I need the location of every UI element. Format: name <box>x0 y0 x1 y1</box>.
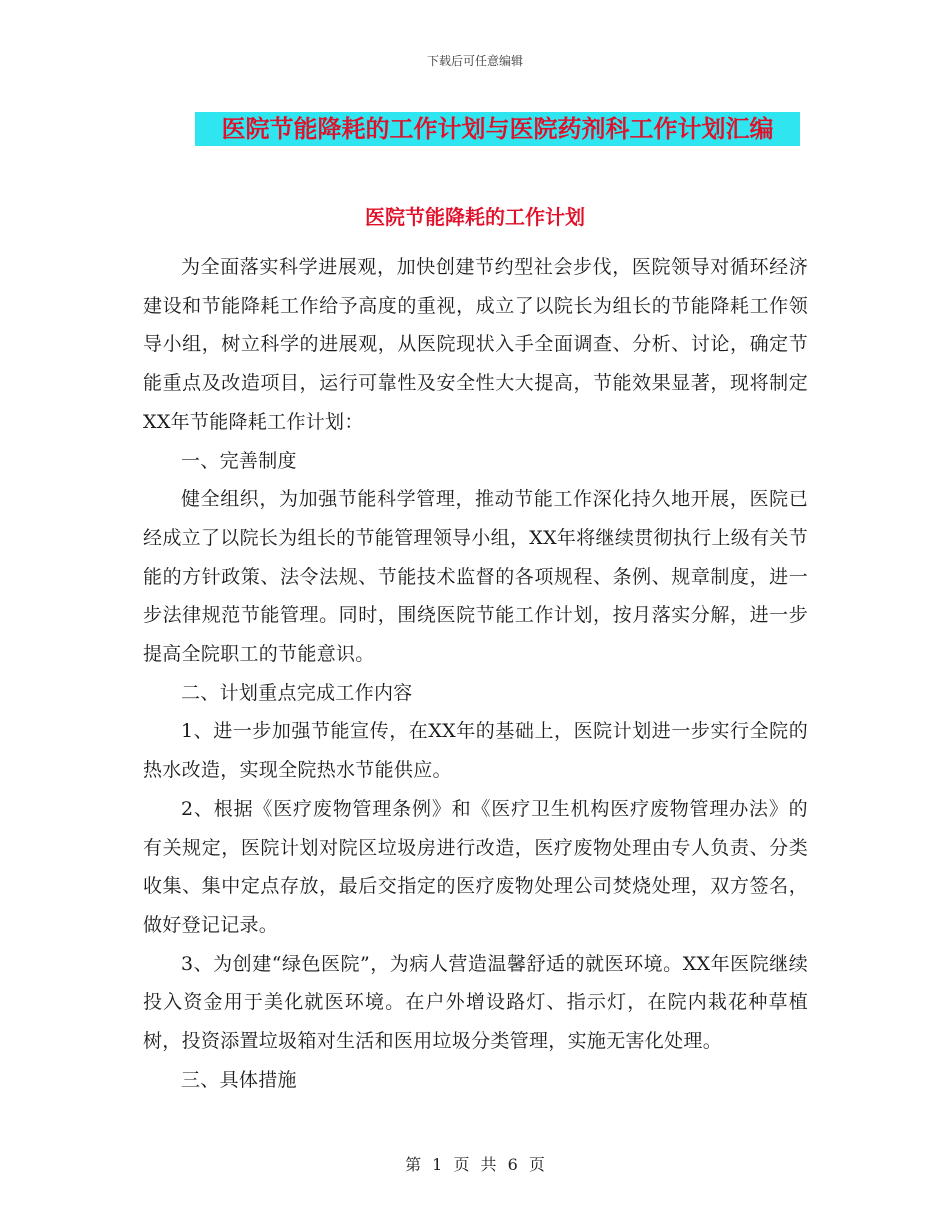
page-footer: 第 1 页 共 6 页 <box>405 1155 545 1174</box>
paragraph-item-2: 2、根据《医疗废物管理条例》和《医疗卫生机构医疗废物管理办法》的有关规定，医院计划对院区垃圾房进行改造，医疗废物处理由专人负责、分类收集、集中定点存放，最后交指定的医疗废物处理公司焚烧处理，双方签名，做好登记记录。 <box>143 797 808 936</box>
paragraph-organization: 健全组织，为加强节能科学管理，推动节能工作深化持久地开展，医院已经成立了以院长为组长的节能管理领导小组，XX年将继续贯彻执行上级有关节能的方针政策、法令法规、节能技术监督的各项规程、条例、规章制度，进一步法律规范节能管理。同时，围绕医院节能工作计划，按月落实分解，进一步提高全院职工的节能意识。 <box>143 488 808 666</box>
paragraph-item-3: 3、为创建“绿色医院”，为病人营造温馨舒适的就医环境。XX年医院继续投入资金用于美化就医环境。在户外增设路灯、指示灯，在院内栽花种草植树，投资添置垃圾箱对生活和医用垃圾分类管理，实施无害化处理。 <box>143 952 808 1053</box>
heading-key-work: 二、计划重点完成工作内容 <box>181 681 413 704</box>
paragraph-item-1: 1、进一步加强节能宣传，在XX年的基础上，医院计划进一步实行全院的热水改造，实现全院热水节能供应。 <box>143 720 808 782</box>
document-title: 医院节能降耗的工作计划与医院药剂科工作计划汇编 <box>195 112 800 146</box>
heading-measures: 三、具体措施 <box>181 1068 297 1091</box>
section-title: 医院节能降耗的工作计划 <box>365 205 585 229</box>
header-note: 下载后可任意编辑 <box>426 54 523 68</box>
heading-improve-system: 一、完善制度 <box>181 449 297 472</box>
document-body <box>143 248 808 1099</box>
paragraph-intro: 为全面落实科学进展观，加快创建节约型社会步伐，医院领导对循环经济建设和节能降耗工作给予高度的重视，成立了以院长为组长的节能降耗工作领导小组，树立科学的进展观，从医院现状入手全面调查、分析、讨论，确定节能重点及改造项目，运行可靠性及安全性大大提高，节能效果显著，现将制定XX年节能降耗工作计划： <box>143 256 808 433</box>
